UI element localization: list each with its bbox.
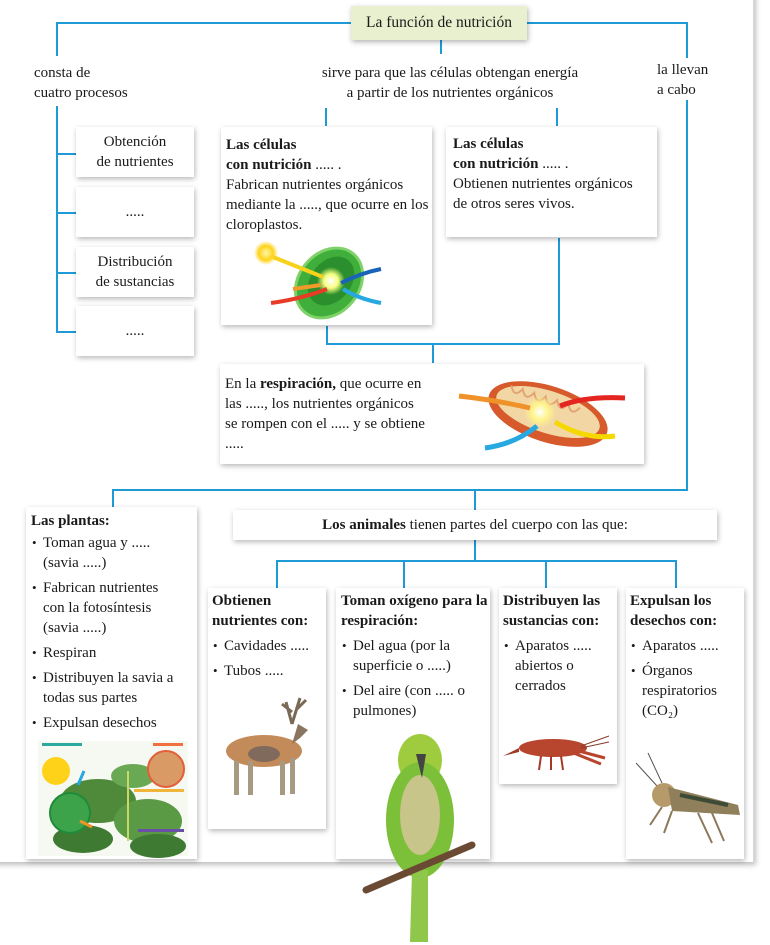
process-box <box>76 247 194 297</box>
connector <box>325 108 327 126</box>
chloroplast-illustration <box>251 239 401 319</box>
process-text: ..... <box>125 204 145 220</box>
list-item: • Cavidades ..... <box>212 636 326 656</box>
animal-list <box>630 636 744 721</box>
connector <box>545 560 547 588</box>
connector <box>675 560 677 588</box>
label-line: a partir de los nutrientes orgánicos <box>346 85 554 101</box>
connector <box>527 22 687 24</box>
connector <box>474 489 476 510</box>
box-heading: Las plantas: <box>31 513 110 529</box>
box-heading: con nutrición <box>226 157 312 173</box>
animal-list <box>341 636 490 721</box>
animal-column-nutrients <box>208 588 326 829</box>
box-heading: Las células <box>453 136 524 152</box>
process-box <box>76 187 194 237</box>
box-text: Obtienen nutrientes orgánicos de otros seres vivos. <box>453 176 633 212</box>
heterotrophic-box <box>446 127 657 237</box>
label-line: cuatro procesos <box>34 85 128 101</box>
list-item: • Órganos respiratorios (CO₂) <box>630 661 738 721</box>
label-line: sirve para que las células obtengan energía <box>321 65 579 81</box>
box-text: Fabrican nutrientes orgánicos mediante la ....., que ocurre en los cloroplastos. <box>226 177 429 233</box>
list-item: • Respiran <box>31 643 197 663</box>
crayfish-illustration <box>501 730 611 775</box>
animals-header <box>233 510 717 540</box>
connector <box>403 560 405 588</box>
diagram-title: La función de nutrición <box>351 6 527 40</box>
process-text: ..... <box>125 323 145 339</box>
deer-illustration <box>214 696 314 806</box>
connector <box>56 106 58 332</box>
process-text: Obtención <box>103 134 167 150</box>
process-box <box>76 306 194 356</box>
text-part: En la <box>225 376 260 392</box>
label-line: consta de <box>34 65 91 81</box>
connector <box>56 212 76 214</box>
sun-icon <box>254 241 278 265</box>
connector <box>326 343 560 345</box>
connector <box>56 22 351 24</box>
branch-label-carriers <box>657 60 708 100</box>
list-item: • Aparatos ..... abiertos o cerrados <box>503 636 607 696</box>
list-item: • Expulsan desechos <box>31 713 197 733</box>
blank: ..... . <box>538 156 569 172</box>
connector <box>276 560 278 588</box>
animal-column-excretion <box>626 588 744 859</box>
grasshopper-illustration <box>628 753 748 853</box>
blank: ..... . <box>311 157 342 173</box>
process-text: Distribución <box>97 254 173 270</box>
text-bold: Los animales <box>322 517 406 533</box>
list-item: • Tubos ..... <box>212 661 326 681</box>
plants-list <box>31 533 197 733</box>
label-line: la llevan <box>657 62 709 78</box>
connector <box>112 489 688 491</box>
list-item: • Aparatos ..... <box>630 636 744 656</box>
respiration-box <box>220 364 644 464</box>
text-part: que ocurre en las ....., los nutrientes orgánicos se rompen con el ..... y se obtiene ..... <box>225 376 425 452</box>
list-item: • Toman agua y ..... (savia .....) <box>31 533 183 573</box>
box-heading: Obtienen nutrientes con: <box>212 593 309 629</box>
connector <box>56 331 76 333</box>
parrot-illustration <box>362 720 472 945</box>
animal-list <box>212 636 326 681</box>
connector <box>474 540 476 561</box>
connector <box>56 153 76 155</box>
process-text: de sustancias <box>95 274 175 290</box>
connector <box>556 108 558 126</box>
process-box <box>76 127 194 177</box>
list-item: • Distribuyen la savia a todas sus partes <box>31 668 198 708</box>
connector <box>440 40 442 54</box>
text-part: tienen partes del cuerpo con las que: <box>405 517 628 533</box>
box-heading: Expulsan los desechos con: <box>630 593 718 629</box>
connector <box>686 100 688 490</box>
list-item: • Fabrican nutrientes con la fotosíntesis (savia .....) <box>31 578 183 638</box>
list-item: • Del agua (por la superficie o .....) <box>341 636 483 676</box>
sun-icon <box>42 757 70 785</box>
connector <box>56 22 58 56</box>
list-item: • Del aire (con ..... o pulmones) <box>341 681 473 721</box>
connector <box>558 238 560 344</box>
autotrophic-box <box>221 127 432 325</box>
connector <box>56 272 76 274</box>
box-text <box>225 374 430 454</box>
label-line: a cabo <box>657 82 696 98</box>
connector <box>276 560 676 562</box>
plant-nutrition-diagram <box>38 741 188 856</box>
connector <box>112 489 114 507</box>
box-heading: con nutrición <box>453 156 539 172</box>
text-bold: respiración, <box>260 376 336 392</box>
animal-list <box>503 636 617 696</box>
box-heading: Toman oxígeno para la respiración: <box>341 593 488 629</box>
connector <box>686 22 688 58</box>
connector <box>432 343 434 363</box>
co2-out-arrow <box>485 426 537 448</box>
box-heading: Las células <box>226 137 297 153</box>
plants-box <box>26 507 197 859</box>
connector <box>326 326 328 344</box>
box-heading: Distribuyen las sustancias con: <box>503 593 601 629</box>
process-text: de nutrientes <box>96 154 174 170</box>
mitochondrion-illustration <box>455 368 635 458</box>
branch-label-purpose <box>300 63 600 103</box>
animal-column-distribution <box>499 588 617 784</box>
branch-label-processes <box>34 63 128 103</box>
